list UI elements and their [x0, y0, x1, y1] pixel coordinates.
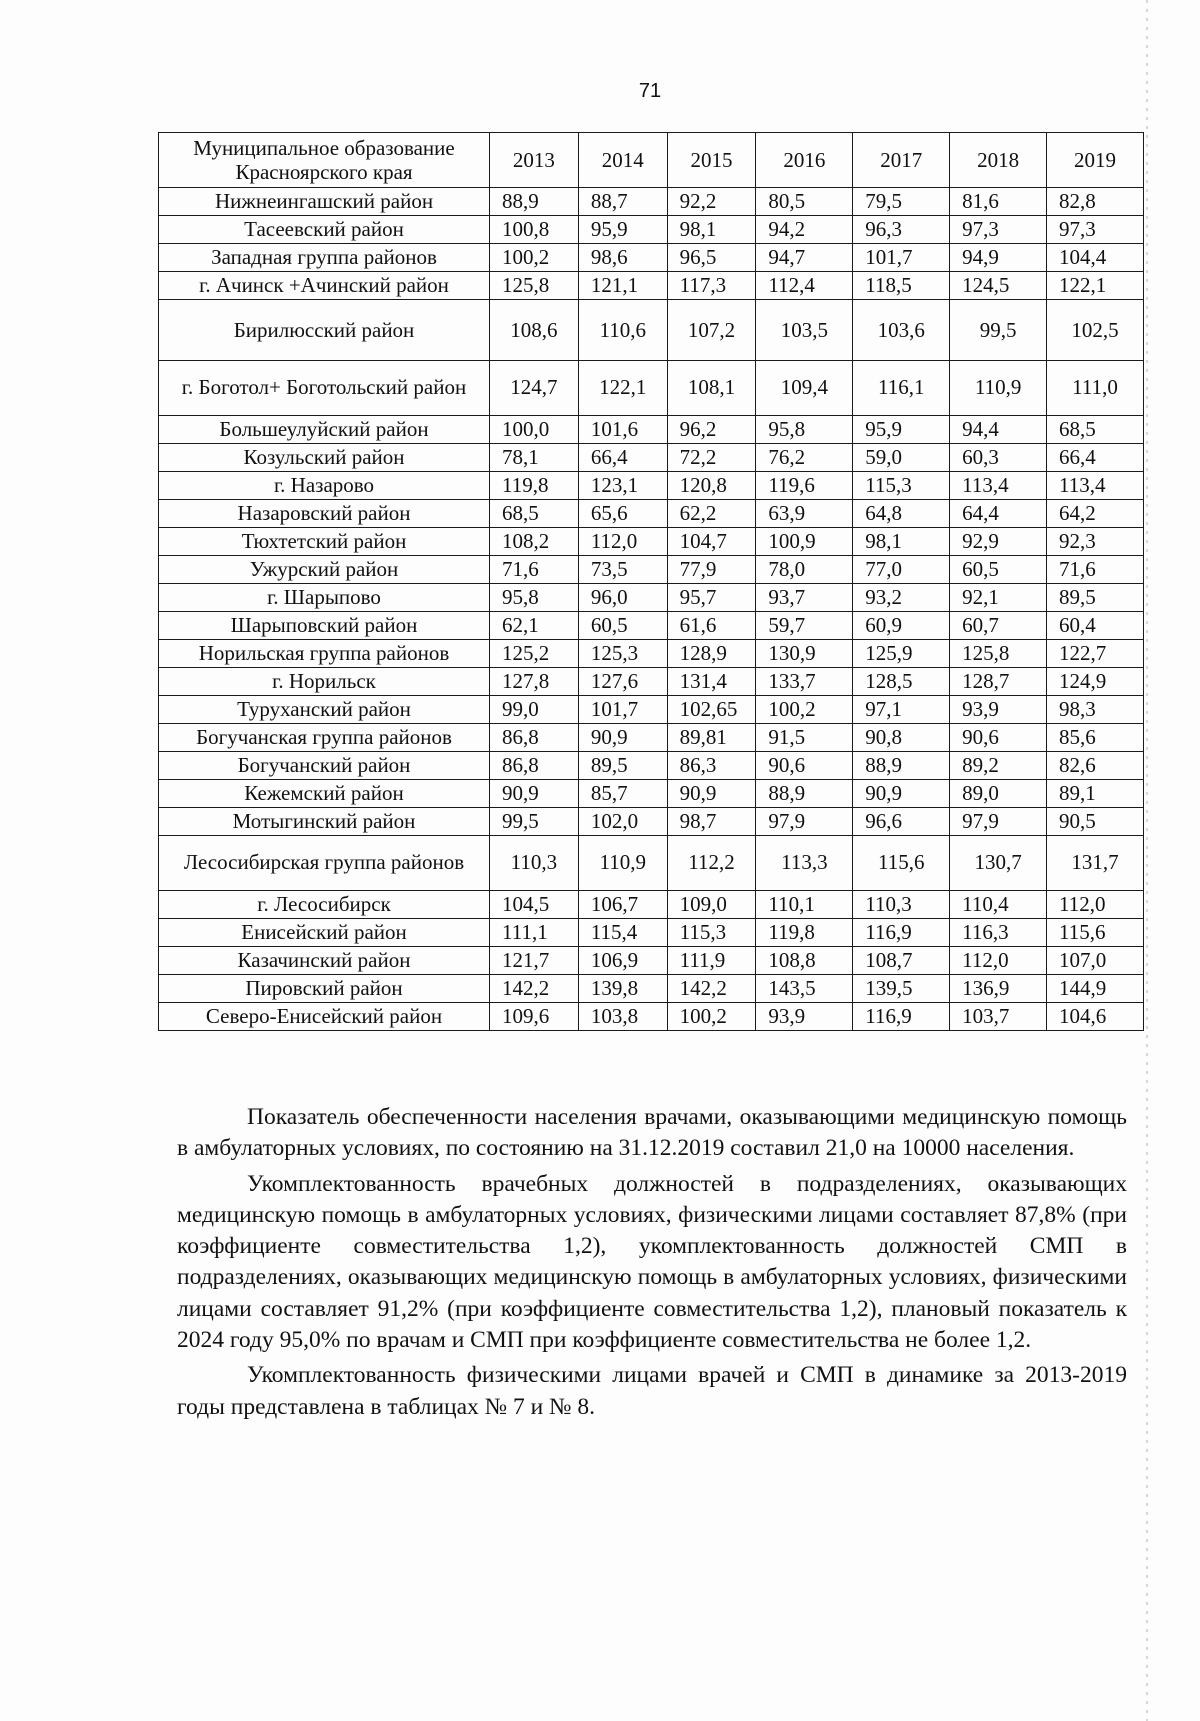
municipality-name: Козульский район [159, 444, 490, 472]
header-municipality: Муниципальное образование Красноярского края [159, 133, 490, 188]
indicator-value: 62,1 [490, 612, 579, 640]
indicator-value: 122,1 [1047, 272, 1144, 300]
table-row [159, 724, 1144, 752]
indicator-value: 90,9 [667, 780, 756, 808]
header-year: 2015 [667, 133, 756, 188]
indicator-value: 96,6 [853, 808, 950, 836]
indicator-value: 90,8 [853, 724, 950, 752]
indicator-value: 89,0 [950, 780, 1047, 808]
indicator-value: 104,5 [490, 891, 579, 919]
indicator-value: 98,1 [853, 528, 950, 556]
indicator-value: 104,4 [1047, 244, 1144, 272]
header-year: 2014 [578, 133, 667, 188]
table-row [159, 472, 1144, 500]
indicator-value: 125,9 [853, 640, 950, 668]
indicator-value: 130,7 [950, 836, 1047, 891]
indicator-value: 97,1 [853, 696, 950, 724]
table-row [159, 612, 1144, 640]
indicator-value: 88,9 [490, 188, 579, 216]
header-year: 2018 [950, 133, 1047, 188]
indicator-value: 65,6 [578, 500, 667, 528]
indicator-value: 125,3 [578, 640, 667, 668]
indicator-value: 121,1 [578, 272, 667, 300]
indicator-value: 139,8 [578, 975, 667, 1003]
indicator-value: 90,9 [853, 780, 950, 808]
table-row [159, 780, 1144, 808]
indicator-value: 119,8 [756, 919, 853, 947]
indicator-value: 66,4 [1047, 444, 1144, 472]
indicator-value: 94,9 [950, 244, 1047, 272]
indicator-value: 110,9 [578, 836, 667, 891]
municipality-name: Тасеевский район [159, 216, 490, 244]
table-row [159, 947, 1144, 975]
paragraph-staffing-level: Укомплектованность врачебных должностей в подразделениях, оказывающих медицинскую помощь в амбулаторных условиях, физическими лицами составляет 87,8% (при коэффициенте совместительства 1,2), укомплектованность должностей СМП в подразделениях, оказывающих медицинскую помощь в амбулаторных условиях, физическими лицами составляет 91,2% (при коэффициенте совместительства 1,2), плановый показатель к 2024 году 95,0% по врачам и СМП при коэффициенте совместительства не более 1,2. [177, 1170, 1127, 1354]
indicator-value: 89,2 [950, 752, 1047, 780]
indicator-value: 98,3 [1047, 696, 1144, 724]
indicator-value: 109,4 [756, 361, 853, 416]
indicator-value: 93,7 [756, 584, 853, 612]
indicator-value: 106,7 [578, 891, 667, 919]
indicator-value: 103,8 [578, 1003, 667, 1031]
indicator-value: 111,1 [490, 919, 579, 947]
indicator-value: 93,9 [756, 1003, 853, 1031]
indicator-value: 131,7 [1047, 836, 1144, 891]
indicator-value: 104,6 [1047, 1003, 1144, 1031]
table-row [159, 500, 1144, 528]
indicator-value: 93,2 [853, 584, 950, 612]
table-row [159, 244, 1144, 272]
indicator-value: 133,7 [756, 668, 853, 696]
municipality-name: г. Боготол+ Боготольский район [159, 361, 490, 416]
indicator-value: 81,6 [950, 188, 1047, 216]
indicator-value: 80,5 [756, 188, 853, 216]
indicator-value: 117,3 [667, 272, 756, 300]
header-year: 2017 [853, 133, 950, 188]
indicator-value: 128,5 [853, 668, 950, 696]
indicator-value: 113,3 [756, 836, 853, 891]
indicator-value: 143,5 [756, 975, 853, 1003]
indicator-value: 110,4 [950, 891, 1047, 919]
indicator-value: 116,3 [950, 919, 1047, 947]
indicator-value: 92,2 [667, 188, 756, 216]
indicator-value: 60,5 [950, 556, 1047, 584]
indicator-value: 94,7 [756, 244, 853, 272]
indicator-value: 113,4 [950, 472, 1047, 500]
indicator-value: 99,5 [490, 808, 579, 836]
indicator-value: 88,9 [853, 752, 950, 780]
indicator-value: 85,6 [1047, 724, 1144, 752]
indicator-value: 82,8 [1047, 188, 1144, 216]
indicator-value: 97,3 [1047, 216, 1144, 244]
indicator-value: 113,4 [1047, 472, 1144, 500]
indicator-value: 112,0 [1047, 891, 1144, 919]
indicator-value: 142,2 [667, 975, 756, 1003]
indicator-value: 92,3 [1047, 528, 1144, 556]
municipality-name: Пировский район [159, 975, 490, 1003]
indicator-value: 60,9 [853, 612, 950, 640]
indicator-value: 130,9 [756, 640, 853, 668]
indicator-value: 107,0 [1047, 947, 1144, 975]
municipality-name: Богучанский район [159, 752, 490, 780]
indicator-value: 110,9 [950, 361, 1047, 416]
table-row [159, 528, 1144, 556]
indicator-value: 119,8 [490, 472, 579, 500]
indicator-value: 97,9 [950, 808, 1047, 836]
indicator-value: 121,7 [490, 947, 579, 975]
table-row [159, 188, 1144, 216]
indicator-value: 90,6 [950, 724, 1047, 752]
indicator-value: 68,5 [1047, 416, 1144, 444]
indicator-value: 100,9 [756, 528, 853, 556]
indicator-value: 68,5 [490, 500, 579, 528]
indicator-value: 60,7 [950, 612, 1047, 640]
indicator-value: 124,5 [950, 272, 1047, 300]
indicator-value: 108,6 [490, 300, 579, 361]
municipality-name: г. Норильск [159, 668, 490, 696]
table-row [159, 919, 1144, 947]
indicator-value: 107,2 [667, 300, 756, 361]
indicator-value: 99,5 [950, 300, 1047, 361]
indicator-value: 127,8 [490, 668, 579, 696]
indicator-value: 89,81 [667, 724, 756, 752]
table-row [159, 836, 1144, 891]
paragraph-physician-provision: Показатель обеспеченности населения врачами, оказывающими медицинскую помощь в амбулаторных условиях, по состоянию на 31.12.2019 составил 21,0 на 10000 населения. [177, 1104, 1127, 1162]
indicator-value: 100,2 [490, 244, 579, 272]
indicator-value: 102,65 [667, 696, 756, 724]
indicator-value: 108,8 [756, 947, 853, 975]
municipality-name: г. Ачинск +Ачинский район [159, 272, 490, 300]
indicator-value: 102,5 [1047, 300, 1144, 361]
indicator-value: 59,7 [756, 612, 853, 640]
indicator-value: 112,0 [950, 947, 1047, 975]
indicator-value: 115,6 [853, 836, 950, 891]
indicator-value: 59,0 [853, 444, 950, 472]
municipality-name: Лесосибирская группа районов [159, 836, 490, 891]
table-row [159, 300, 1144, 361]
table-row [159, 752, 1144, 780]
table-row [159, 272, 1144, 300]
table-row [159, 1003, 1144, 1031]
indicator-value: 95,9 [853, 416, 950, 444]
municipality-name: Мотыгинский район [159, 808, 490, 836]
indicator-value: 98,1 [667, 216, 756, 244]
municipality-name: Енисейский район [159, 919, 490, 947]
indicator-value: 110,3 [853, 891, 950, 919]
indicator-value: 106,9 [578, 947, 667, 975]
indicator-value: 110,6 [578, 300, 667, 361]
municipality-name: Шарыповский район [159, 612, 490, 640]
table-row [159, 640, 1144, 668]
page-number: 71 [638, 80, 662, 102]
indicator-value: 95,7 [667, 584, 756, 612]
indicator-value: 78,0 [756, 556, 853, 584]
indicator-value: 64,8 [853, 500, 950, 528]
indicator-value: 111,9 [667, 947, 756, 975]
table-row [159, 808, 1144, 836]
indicator-value: 86,8 [490, 724, 579, 752]
header-year: 2019 [1047, 133, 1144, 188]
statistics-table [158, 132, 1144, 1031]
indicator-value: 112,2 [667, 836, 756, 891]
indicator-value: 100,2 [756, 696, 853, 724]
table-row [159, 975, 1144, 1003]
indicator-value: 85,7 [578, 780, 667, 808]
indicator-value: 94,4 [950, 416, 1047, 444]
indicator-value: 115,3 [853, 472, 950, 500]
indicator-value: 60,5 [578, 612, 667, 640]
indicator-value: 103,7 [950, 1003, 1047, 1031]
indicator-value: 124,7 [490, 361, 579, 416]
indicator-value: 79,5 [853, 188, 950, 216]
municipality-name: Норильская группа районов [159, 640, 490, 668]
indicator-value: 110,1 [756, 891, 853, 919]
indicator-value: 103,6 [853, 300, 950, 361]
indicator-value: 108,2 [490, 528, 579, 556]
indicator-value: 109,6 [490, 1003, 579, 1031]
municipality-name: Западная группа районов [159, 244, 490, 272]
municipality-name: Тюхтетский район [159, 528, 490, 556]
body-text [177, 1102, 1127, 1423]
table-row [159, 416, 1144, 444]
indicator-value: 95,8 [490, 584, 579, 612]
indicator-value: 77,9 [667, 556, 756, 584]
municipality-name: Туруханский район [159, 696, 490, 724]
indicator-value: 66,4 [578, 444, 667, 472]
indicator-value: 111,0 [1047, 361, 1144, 416]
indicator-value: 63,9 [756, 500, 853, 528]
indicator-value: 90,9 [490, 780, 579, 808]
municipality-name: г. Лесосибирск [159, 891, 490, 919]
indicator-value: 128,7 [950, 668, 1047, 696]
indicator-value: 92,9 [950, 528, 1047, 556]
indicator-value: 91,5 [756, 724, 853, 752]
indicator-value: 96,3 [853, 216, 950, 244]
indicator-value: 72,2 [667, 444, 756, 472]
indicator-value: 89,5 [578, 752, 667, 780]
indicator-value: 78,1 [490, 444, 579, 472]
indicator-value: 115,3 [667, 919, 756, 947]
indicator-value: 100,0 [490, 416, 579, 444]
table-row [159, 696, 1144, 724]
indicator-value: 99,0 [490, 696, 579, 724]
municipality-name: Большеулуйский район [159, 416, 490, 444]
indicator-value: 97,9 [756, 808, 853, 836]
indicator-value: 103,5 [756, 300, 853, 361]
indicator-value: 120,8 [667, 472, 756, 500]
indicator-value: 124,9 [1047, 668, 1144, 696]
indicator-value: 71,6 [490, 556, 579, 584]
indicator-value: 116,1 [853, 361, 950, 416]
municipality-name: Казачинский район [159, 947, 490, 975]
indicator-value: 97,3 [950, 216, 1047, 244]
indicator-value: 98,6 [578, 244, 667, 272]
indicator-value: 90,6 [756, 752, 853, 780]
indicator-value: 115,4 [578, 919, 667, 947]
table-body [159, 188, 1144, 1031]
indicator-value: 136,9 [950, 975, 1047, 1003]
indicator-value: 98,7 [667, 808, 756, 836]
indicator-value: 86,3 [667, 752, 756, 780]
indicator-value: 125,8 [950, 640, 1047, 668]
table-row [159, 556, 1144, 584]
indicator-value: 73,5 [578, 556, 667, 584]
indicator-value: 125,8 [490, 272, 579, 300]
municipality-name: Ужурский район [159, 556, 490, 584]
indicator-value: 62,2 [667, 500, 756, 528]
indicator-value: 77,0 [853, 556, 950, 584]
municipality-name: Кежемский район [159, 780, 490, 808]
indicator-value: 93,9 [950, 696, 1047, 724]
scan-edge-artifact [1146, 0, 1148, 1721]
municipality-name: Нижнеингашский район [159, 188, 490, 216]
indicator-value: 89,1 [1047, 780, 1144, 808]
indicator-value: 125,2 [490, 640, 579, 668]
indicator-value: 88,7 [578, 188, 667, 216]
table-row [159, 216, 1144, 244]
indicator-value: 108,1 [667, 361, 756, 416]
municipality-name: Бирилюсский район [159, 300, 490, 361]
indicator-value: 108,7 [853, 947, 950, 975]
indicator-value: 104,7 [667, 528, 756, 556]
indicator-value: 94,2 [756, 216, 853, 244]
indicator-value: 64,4 [950, 500, 1047, 528]
paragraph-table-reference: Укомплектованность физическими лицами врачей и СМП в динамике за 2013-2019 годы представлена в таблицах № 7 и № 8. [177, 1362, 1127, 1420]
indicator-value: 95,9 [578, 216, 667, 244]
indicator-value: 61,6 [667, 612, 756, 640]
indicator-value: 118,5 [853, 272, 950, 300]
indicator-value: 101,6 [578, 416, 667, 444]
indicator-value: 142,2 [490, 975, 579, 1003]
indicator-value: 112,4 [756, 272, 853, 300]
indicator-value: 102,0 [578, 808, 667, 836]
indicator-value: 101,7 [853, 244, 950, 272]
municipality-name: Богучанская группа районов [159, 724, 490, 752]
table-row [159, 361, 1144, 416]
indicator-value: 89,5 [1047, 584, 1144, 612]
table-row [159, 584, 1144, 612]
indicator-value: 60,3 [950, 444, 1047, 472]
indicator-value: 76,2 [756, 444, 853, 472]
municipality-name: Назаровский район [159, 500, 490, 528]
indicator-value: 101,7 [578, 696, 667, 724]
indicator-value: 100,2 [667, 1003, 756, 1031]
header-year: 2013 [490, 133, 579, 188]
indicator-value: 128,9 [667, 640, 756, 668]
municipality-name: г. Назарово [159, 472, 490, 500]
indicator-value: 109,0 [667, 891, 756, 919]
indicator-value: 115,6 [1047, 919, 1144, 947]
municipality-name: Северо-Енисейский район [159, 1003, 490, 1031]
indicator-value: 116,9 [853, 1003, 950, 1031]
indicator-value: 110,3 [490, 836, 579, 891]
indicator-value: 131,4 [667, 668, 756, 696]
indicator-value: 116,9 [853, 919, 950, 947]
indicator-value: 139,5 [853, 975, 950, 1003]
indicator-value: 88,9 [756, 780, 853, 808]
indicator-value: 96,0 [578, 584, 667, 612]
indicator-value: 96,5 [667, 244, 756, 272]
indicator-value: 119,6 [756, 472, 853, 500]
indicator-value: 90,5 [1047, 808, 1144, 836]
indicator-value: 90,9 [578, 724, 667, 752]
indicator-value: 60,4 [1047, 612, 1144, 640]
table-row [159, 891, 1144, 919]
table-row [159, 668, 1144, 696]
indicator-value: 96,2 [667, 416, 756, 444]
indicator-value: 95,8 [756, 416, 853, 444]
indicator-value: 123,1 [578, 472, 667, 500]
table-row [159, 444, 1144, 472]
indicator-value: 71,6 [1047, 556, 1144, 584]
indicator-value: 86,8 [490, 752, 579, 780]
indicator-value: 82,6 [1047, 752, 1144, 780]
indicator-value: 144,9 [1047, 975, 1144, 1003]
municipality-name: г. Шарыпово [159, 584, 490, 612]
indicator-value: 100,8 [490, 216, 579, 244]
table-header-row [159, 133, 1144, 188]
header-year: 2016 [756, 133, 853, 188]
indicator-value: 127,6 [578, 668, 667, 696]
indicator-value: 92,1 [950, 584, 1047, 612]
indicator-value: 112,0 [578, 528, 667, 556]
indicator-value: 122,1 [578, 361, 667, 416]
indicator-value: 64,2 [1047, 500, 1144, 528]
indicator-value: 122,7 [1047, 640, 1144, 668]
